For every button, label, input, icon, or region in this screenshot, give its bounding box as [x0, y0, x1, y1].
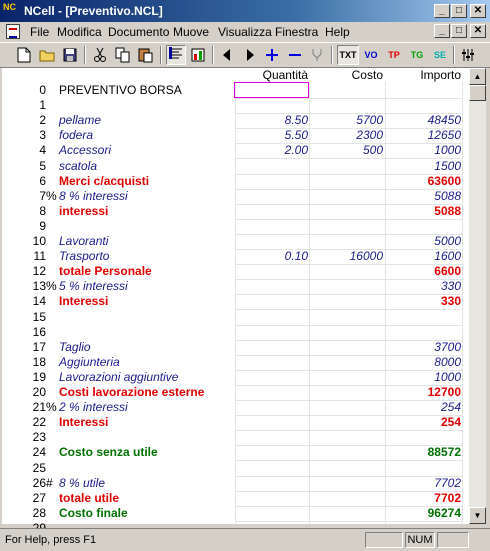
table-row[interactable] [2, 506, 469, 521]
status-panel [365, 532, 403, 548]
table-row[interactable] [2, 370, 469, 385]
doc-restore-button[interactable]: □ [451, 24, 467, 38]
maximize-button[interactable]: □ [451, 4, 467, 18]
importo-cell[interactable]: 254 [440, 400, 461, 415]
row-label[interactable]: Merci c/acquisti [59, 173, 150, 188]
minimize-button[interactable]: _ [434, 4, 450, 18]
row-marker: % [46, 279, 57, 294]
row-number[interactable]: 12 [32, 264, 46, 279]
txt-toggle[interactable]: TXT [337, 45, 359, 65]
row-number[interactable]: 21 [32, 400, 46, 415]
table-row[interactable] [2, 219, 469, 234]
row-number[interactable]: 13 [32, 279, 46, 294]
num-lock-indicator: NUM [405, 532, 435, 548]
importo-cell[interactable]: 12700 [427, 385, 461, 399]
row-number[interactable]: 26 [32, 475, 46, 490]
row-label[interactable]: totale utile [59, 490, 120, 505]
importo-cell[interactable]: 96274 [427, 505, 461, 520]
menu-visualizza[interactable]: Visualizza [218, 25, 272, 39]
row-label[interactable]: Costo senza utile [59, 445, 158, 460]
header-costo[interactable]: Costo [351, 68, 383, 82]
row-label[interactable]: Lavoranti [59, 234, 109, 248]
menu-bar [0, 22, 490, 42]
row-number[interactable]: 10 [32, 234, 46, 248]
quantita-cell[interactable]: 2.00 [284, 143, 308, 158]
table-row[interactable] [2, 279, 469, 294]
menu-documento[interactable]: Documento [108, 25, 170, 39]
scroll-down-button[interactable]: ▼ [469, 507, 486, 524]
table-row[interactable] [2, 461, 469, 476]
spreadsheet [2, 68, 469, 524]
table-row[interactable] [2, 294, 469, 309]
row-label[interactable]: 8 % interessi [59, 188, 128, 203]
row-label[interactable]: fodera [59, 128, 94, 143]
menu-help[interactable]: Help [325, 25, 350, 39]
row-label[interactable]: PREVENTIVO BORSA [59, 83, 182, 97]
row-label[interactable]: pellame [59, 113, 102, 128]
toolbar [0, 42, 490, 68]
costo-cell[interactable]: 500 [362, 143, 383, 158]
table-row[interactable] [2, 476, 469, 491]
row-label[interactable]: scatola [59, 158, 98, 173]
row-label[interactable]: Aggiunteria [59, 354, 120, 369]
importo-cell[interactable]: 6600 [434, 264, 461, 279]
status-panel [437, 532, 469, 548]
toolbar-separator [212, 46, 214, 64]
row-label[interactable]: Interessi [59, 294, 109, 309]
row-number[interactable]: 5 [39, 158, 46, 173]
row-number[interactable]: 4 [39, 143, 46, 158]
toolbar-separator [331, 46, 333, 64]
document-icon[interactable] [6, 24, 20, 39]
scroll-up-button[interactable]: ▲ [469, 68, 486, 85]
table-row[interactable] [2, 491, 469, 506]
row-number[interactable]: 3 [39, 128, 46, 143]
table-row[interactable] [2, 249, 469, 264]
vertical-scrollbar[interactable] [469, 68, 486, 524]
row-label[interactable]: Interessi [59, 415, 109, 430]
row-label[interactable]: Taglio [59, 339, 91, 354]
table-row[interactable] [2, 310, 469, 325]
importo-cell[interactable]: 1600 [434, 249, 461, 264]
toolbar-separator [160, 46, 162, 64]
row-label[interactable]: 8 % utile [59, 475, 106, 490]
header-quantita[interactable]: Quantità [262, 68, 308, 82]
row-number[interactable]: 25 [32, 460, 46, 475]
importo-cell[interactable]: 1000 [434, 143, 461, 158]
table-row[interactable] [2, 174, 469, 189]
menu-muove[interactable]: Muove [173, 25, 210, 39]
row-number[interactable]: 28 [32, 505, 46, 520]
row-number[interactable]: 2 [39, 113, 46, 128]
table-row[interactable] [2, 204, 469, 219]
table-row[interactable] [2, 400, 469, 415]
table-row[interactable] [2, 445, 469, 460]
row-marker: % [46, 188, 57, 203]
save-icon[interactable] [60, 45, 80, 65]
row-number[interactable]: 24 [32, 445, 46, 460]
selected-cell[interactable] [234, 82, 309, 98]
row-marker: # [46, 475, 53, 490]
status-help-text: For Help, press F1 [5, 534, 97, 546]
row-number[interactable]: 22 [32, 415, 46, 430]
minus-icon[interactable] [285, 45, 305, 65]
tg-toggle[interactable]: TG [410, 50, 424, 60]
table-row[interactable] [2, 430, 469, 445]
column-settings-icon[interactable] [458, 45, 478, 65]
tp-toggle[interactable]: TP [388, 50, 400, 60]
table-row[interactable] [2, 113, 469, 128]
table-row[interactable] [2, 234, 469, 249]
row-label[interactable]: 5 % interessi [59, 279, 128, 294]
toolbar-separator [453, 46, 455, 64]
paste-icon[interactable] [136, 45, 156, 65]
row-number[interactable]: 14 [32, 294, 46, 309]
row-label[interactable]: Costo finale [59, 505, 128, 520]
toolbar-separator [84, 46, 86, 64]
row-number[interactable]: 8 [39, 203, 46, 218]
row-number[interactable]: 17 [32, 339, 46, 354]
se-toggle[interactable]: SE [433, 50, 446, 60]
plus-icon[interactable] [262, 45, 282, 65]
row-label[interactable]: 2 % interessi [59, 400, 128, 415]
importo-cell[interactable]: 330 [440, 279, 461, 294]
window-title: NCell - [Preventivo.NCL] [24, 4, 163, 18]
row-label[interactable]: interessi [59, 203, 109, 218]
importo-cell[interactable]: 5088 [434, 188, 461, 203]
importo-cell[interactable]: 3700 [434, 339, 461, 354]
cut-icon[interactable] [90, 45, 110, 65]
row-number[interactable]: 27 [32, 490, 46, 505]
table-row[interactable] [2, 159, 469, 174]
costo-cell[interactable]: 2300 [356, 128, 383, 143]
chart-icon[interactable] [188, 45, 208, 65]
table-row[interactable] [2, 128, 469, 143]
row-number[interactable]: 1 [39, 98, 46, 113]
doc-minimize-button[interactable]: _ [434, 24, 450, 38]
costo-cell[interactable]: 5700 [356, 113, 383, 128]
table-row[interactable] [2, 143, 469, 158]
importo-cell[interactable]: 1500 [434, 158, 461, 173]
importo-cell[interactable]: 48450 [427, 113, 461, 128]
row-number[interactable]: 16 [32, 324, 46, 339]
importo-cell[interactable]: 7702 [434, 490, 461, 505]
row-number[interactable]: 0 [39, 83, 46, 97]
table-row[interactable] [2, 340, 469, 355]
table-row[interactable] [2, 415, 469, 430]
row-number[interactable]: 11 [33, 249, 46, 264]
importo-cell[interactable]: 8000 [434, 354, 461, 369]
header-importo[interactable]: Importo [420, 68, 461, 82]
vo-toggle[interactable]: VO [364, 50, 378, 60]
row-label[interactable]: Accessori [59, 143, 112, 158]
row-marker: % [46, 400, 57, 415]
new-file-icon[interactable] [14, 45, 34, 65]
costo-cell[interactable]: 16000 [349, 249, 383, 264]
table-row[interactable] [2, 189, 469, 204]
row-label[interactable]: Lavorazioni aggiuntive [59, 369, 179, 384]
quantita-cell[interactable]: 8.50 [284, 113, 308, 128]
menu-modifica[interactable]: Modifica [57, 25, 102, 39]
row-label[interactable]: totale Personale [59, 264, 152, 279]
scroll-thumb[interactable] [469, 85, 486, 101]
importo-cell[interactable]: 7702 [434, 475, 461, 490]
importo-cell[interactable]: 63600 [427, 173, 461, 188]
merge-down-icon[interactable] [307, 45, 327, 65]
close-button[interactable]: ✕ [470, 4, 486, 18]
importo-cell[interactable]: 88572 [427, 445, 461, 460]
table-row[interactable] [2, 355, 469, 370]
open-folder-icon[interactable] [37, 45, 57, 65]
app-logo-icon: NC [3, 2, 16, 12]
row-label[interactable]: Costi lavorazione esterne [59, 385, 205, 399]
doc-close-button[interactable]: ✕ [470, 24, 486, 38]
row-number[interactable]: 15 [32, 309, 46, 324]
row-number[interactable]: 23 [32, 430, 46, 445]
row-number[interactable]: 6 [39, 173, 46, 188]
row-number[interactable]: 18 [32, 354, 46, 369]
row-number[interactable]: 19 [32, 369, 46, 384]
importo-cell[interactable]: 5088 [434, 203, 461, 218]
importo-cell[interactable]: 330 [440, 294, 461, 309]
copy-icon[interactable] [113, 45, 133, 65]
table-row[interactable] [2, 385, 469, 400]
table-row[interactable] [2, 325, 469, 340]
importo-cell[interactable]: 1000 [434, 369, 461, 384]
quantita-cell[interactable]: 0.10 [284, 249, 308, 264]
importo-cell[interactable]: 12650 [427, 128, 461, 143]
table-row[interactable] [2, 264, 469, 279]
arrow-left-icon[interactable] [217, 45, 237, 65]
importo-cell[interactable]: 5000 [434, 234, 461, 248]
row-label[interactable]: Trasporto [59, 249, 110, 264]
row-number[interactable]: 7 [39, 188, 46, 203]
title-bar [0, 0, 490, 22]
status-bar [0, 528, 490, 551]
menu-file[interactable]: File [30, 25, 50, 39]
arrow-right-icon[interactable] [240, 45, 260, 65]
quantita-cell[interactable]: 5.50 [284, 128, 308, 143]
row-number[interactable]: 20 [32, 385, 46, 399]
menu-finestra[interactable]: Finestra [275, 25, 319, 39]
table-row[interactable] [2, 98, 469, 113]
row-number[interactable]: 9 [39, 218, 46, 233]
align-lines-icon[interactable] [166, 45, 186, 65]
importo-cell[interactable]: 254 [440, 415, 461, 430]
